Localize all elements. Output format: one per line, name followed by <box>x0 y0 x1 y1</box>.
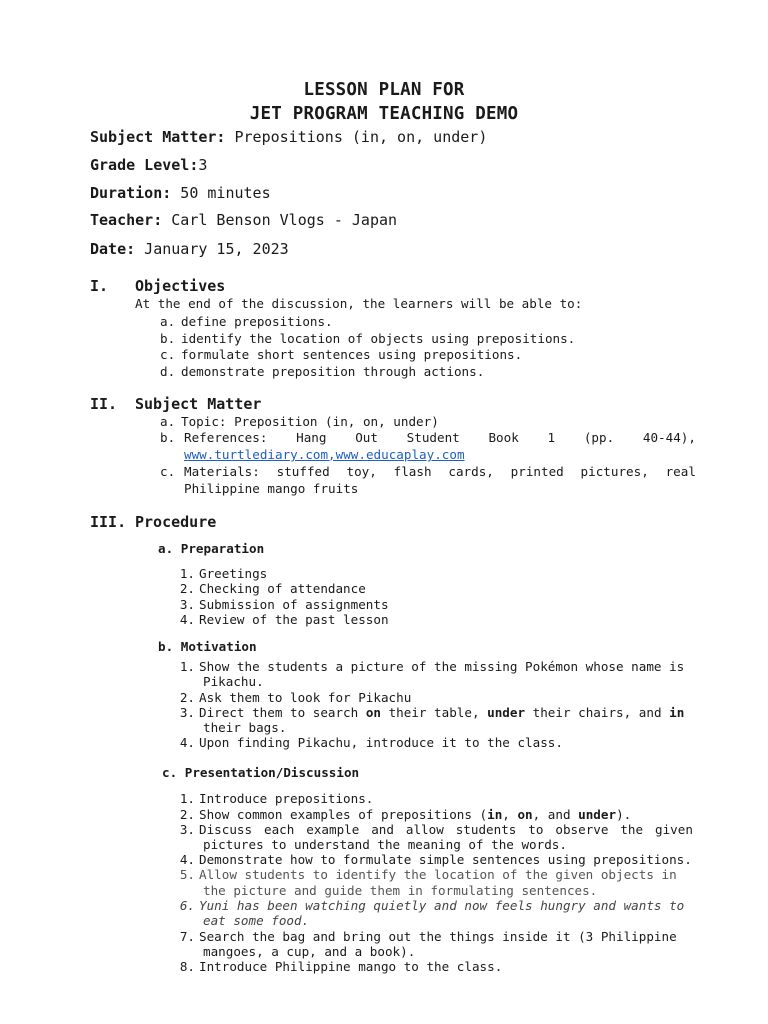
list-item <box>160 347 522 363</box>
list-item <box>178 898 684 914</box>
date-value: January 15, 2023 <box>135 240 289 258</box>
word: students <box>455 822 517 837</box>
list-item <box>178 705 684 721</box>
references-text <box>184 430 696 446</box>
section-title: Subject Matter <box>135 395 262 413</box>
word: stuffed <box>276 464 330 479</box>
list-item <box>178 929 677 945</box>
reference-links[interactable] <box>184 447 465 463</box>
word: given <box>655 822 693 837</box>
word: Book <box>488 430 519 445</box>
word: printed <box>510 464 564 479</box>
text-run-bold: in <box>487 807 503 822</box>
list-text-continued: the picture and guide them in formulating sentences. <box>203 883 598 898</box>
text-run-bold: under <box>578 807 617 822</box>
word: Out <box>355 430 378 445</box>
list-text: Submission of assignments <box>199 597 389 612</box>
list-marker: 3. <box>179 822 195 837</box>
text-run-bold: under <box>487 705 526 720</box>
list-text: Introduce Philippine mango to the class. <box>199 959 503 974</box>
duration-label: Duration: <box>90 184 172 202</box>
list-text-continued: eat some food. <box>203 913 310 928</box>
word: real <box>665 464 696 479</box>
word: 40-44), <box>642 430 696 445</box>
list-item <box>160 430 696 446</box>
list-item <box>178 959 502 975</box>
list-text: Show the students a picture of the missing Pokémon whose name is <box>199 659 685 674</box>
list-item <box>160 364 484 380</box>
list-marker: 1. <box>179 566 195 581</box>
date-field <box>90 240 289 258</box>
word: and <box>371 822 394 837</box>
reference-link[interactable]: www.turtlediary.com,www.educaplay.com <box>184 447 465 462</box>
preparation-heading: a. Preparation <box>158 541 265 556</box>
date-label: Date: <box>90 240 136 258</box>
list-item <box>160 464 696 480</box>
list-marker: 1. <box>179 659 195 674</box>
subject-value: Prepositions (in, on, under) <box>225 128 488 146</box>
list-text <box>199 705 684 720</box>
list-item <box>178 852 692 868</box>
word: Discuss <box>199 822 253 837</box>
text-run: , and <box>532 807 579 822</box>
list-text: Ask them to look for Pikachu <box>199 690 412 705</box>
section-number: II. <box>90 395 118 413</box>
list-text: Review of the past lesson <box>199 612 389 627</box>
list-text-continued: Pikachu. <box>203 674 264 689</box>
list-item <box>178 867 677 883</box>
list-marker: 7. <box>179 929 195 944</box>
word: References: <box>184 430 268 445</box>
duration-value: 50 minutes <box>171 184 271 202</box>
topic-text: Topic: Preposition (in, on, under) <box>181 414 439 429</box>
list-item <box>160 331 575 347</box>
word: pictures, <box>580 464 649 479</box>
list-marker: 4. <box>179 612 195 627</box>
page-title-line1: LESSON PLAN FOR <box>303 80 465 100</box>
word: each <box>263 822 295 837</box>
list-text: Checking of attendance <box>199 581 366 596</box>
list-marker: d. <box>160 364 176 379</box>
word: (pp. <box>583 430 615 445</box>
text-run-bold: in <box>669 705 685 720</box>
grade-label: Grade Level: <box>90 156 199 174</box>
section-title: Objectives <box>135 277 226 295</box>
list-item <box>178 659 684 675</box>
list-marker: 5. <box>179 867 195 882</box>
word: 1 <box>547 430 556 445</box>
presentation-heading: c. Presentation/Discussion <box>162 765 360 780</box>
text-run-bold: on <box>517 807 533 822</box>
list-item <box>178 822 693 838</box>
teacher-value: Carl Benson Vlogs - Japan <box>162 211 398 229</box>
list-item <box>160 414 439 430</box>
list-item <box>178 612 389 628</box>
list-marker: 1. <box>179 791 195 806</box>
duration-field <box>90 184 271 202</box>
list-marker: a. <box>160 314 176 329</box>
word: to <box>528 822 544 837</box>
section-title: Procedure <box>135 513 217 531</box>
list-item <box>178 735 563 751</box>
text-run: Direct them to search <box>199 705 366 720</box>
list-item <box>178 690 411 706</box>
list-item <box>178 581 366 597</box>
list-marker: 2. <box>179 807 195 822</box>
grade-level-field <box>90 156 207 174</box>
list-marker: b. <box>160 331 176 346</box>
word: Hang <box>296 430 327 445</box>
section-number: I. <box>90 277 109 295</box>
list-text-continued: their bags. <box>203 720 287 735</box>
text-run: ). <box>616 807 632 822</box>
text-run: , <box>502 807 518 822</box>
list-marker: 6. <box>179 898 195 913</box>
list-text <box>199 822 693 838</box>
section-procedure-heading <box>90 513 216 531</box>
list-text: identify the location of objects using prepositions. <box>181 331 576 346</box>
word: the <box>620 822 644 837</box>
word: flash <box>393 464 432 479</box>
text-run: their chairs, and <box>525 705 670 720</box>
grade-value: 3 <box>198 156 208 174</box>
list-item <box>160 314 333 330</box>
list-marker: c. <box>160 347 176 362</box>
list-marker: b. <box>160 430 176 445</box>
list-item <box>178 566 267 582</box>
list-text-continued: pictures to understand the meaning of the words. <box>203 837 567 852</box>
section-number: III. <box>90 513 127 531</box>
list-text: demonstrate preposition through actions. <box>181 364 485 379</box>
word: cards, <box>448 464 494 479</box>
teacher-label: Teacher: <box>90 211 163 229</box>
list-item <box>178 597 389 613</box>
subject-matter-field <box>90 128 487 146</box>
list-text: Introduce prepositions. <box>199 791 374 806</box>
list-marker: a. <box>160 414 176 429</box>
materials-text <box>184 464 696 480</box>
list-text: Demonstrate how to formulate simple sentences using prepositions. <box>199 852 692 867</box>
list-marker: 2. <box>179 690 195 705</box>
list-text-continued: mangoes, a cup, and a book). <box>203 944 416 959</box>
list-marker: 3. <box>179 705 195 720</box>
list-marker: 4. <box>179 852 195 867</box>
list-marker: c. <box>160 464 176 479</box>
page-title-line2: JET PROGRAM TEACHING DEMO <box>249 104 519 124</box>
list-text: Yuni has been watching quietly and now feels hungry and wants to <box>199 898 685 913</box>
section-subject-matter-heading <box>90 395 261 413</box>
list-text: Upon finding Pikachu, introduce it to the class. <box>199 735 563 750</box>
text-run: Show common examples of prepositions ( <box>199 807 488 822</box>
list-marker: 4. <box>179 735 195 750</box>
word: Student <box>406 430 460 445</box>
objectives-intro: At the end of the discussion, the learners will be able to: <box>135 296 583 311</box>
section-objectives-heading <box>90 277 225 295</box>
list-text: Allow students to identify the location of the given objects in <box>199 867 677 882</box>
materials-line2: Philippine mango fruits <box>184 481 359 496</box>
list-item <box>178 807 631 823</box>
subject-label: Subject Matter: <box>90 128 226 146</box>
list-text <box>199 807 631 822</box>
list-text: Search the bag and bring out the things inside it (3 Philippine <box>199 929 677 944</box>
text-run-bold: on <box>365 705 381 720</box>
word: allow <box>405 822 444 837</box>
list-text: define prepositions. <box>181 314 333 329</box>
word: Materials: <box>184 464 260 479</box>
list-text: formulate short sentences using prepositions. <box>181 347 523 362</box>
teacher-field <box>90 211 397 229</box>
list-marker: 3. <box>179 597 195 612</box>
list-text: Greetings <box>199 566 268 581</box>
word: toy, <box>346 464 377 479</box>
text-run: their table, <box>380 705 488 720</box>
list-marker: 2. <box>179 581 195 596</box>
word: example <box>306 822 360 837</box>
word: observe <box>555 822 609 837</box>
list-item <box>178 791 373 807</box>
motivation-heading: b. Motivation <box>158 639 257 654</box>
list-marker: 8. <box>179 959 195 974</box>
